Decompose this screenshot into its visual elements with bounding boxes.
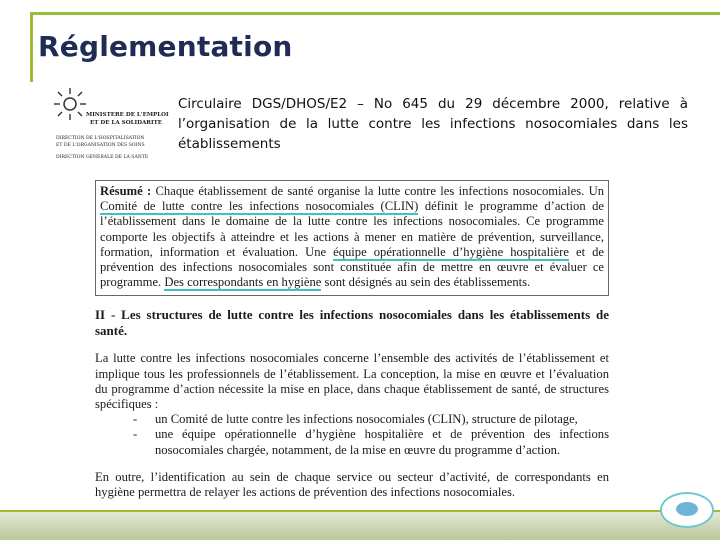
summary-label: Résumé :: [100, 184, 152, 198]
summary-text-4: sont désignés au sein des établissements.: [321, 275, 531, 290]
section-paragraph-1: La lutte contre les infections nosocomiales concerne l’ensemble des activités de l’établissement et implique tous les professionnels de l’établissement. La conception, la mise en œuvre et l’évaluation du programme d’action nécessite la mise en place, dans chaque établissement de santé, de structures spécifiques :: [95, 351, 609, 412]
sun-emblem-icon: [52, 86, 88, 122]
section-paragraph-2: En outre, l’identification au sein de chaque service ou secteur d’activité, de correspondants en hygiène permettra de relayer les actions de prévention des infections nosocomiales.: [95, 469, 609, 500]
logo-line-3: DIRECTION DE L'HOSPITALISATION: [56, 136, 145, 141]
correspondants-highlight: Des correspondants en hygiène: [164, 275, 322, 290]
logo-line-4: ET DE L'ORGANISATION DES SOINS: [56, 143, 145, 148]
dash-bullet: -: [133, 427, 138, 442]
list-item: [95, 427, 609, 457]
document-excerpt: [95, 180, 609, 500]
top-accent-line: [30, 12, 720, 15]
dash-bullet: -: [133, 412, 138, 427]
section-title: II - Les structures de lutte contre les infections nosocomiales dans les établissements de santé.: [95, 307, 609, 339]
list-item-text: un Comité de lutte contre les infections nosocomiales (CLIN), structure de pilotage,: [155, 412, 578, 427]
left-accent-line: [30, 12, 33, 82]
clin-highlight: Comité de lutte contre les infections nosocomiales (CLIN): [100, 199, 419, 214]
eoh-highlight: équipe opérationnelle d’hygiène hospitalière: [333, 244, 569, 259]
summary-text-2: définit le programme d’action de l’établissement dans le domaine de la lutte contre les infections nosocomiales. Ce programme comporte les objectifs à atteindre et les actions à mener en matière de prévention, surveillance, formation, information et évaluation. Une: [100, 199, 605, 259]
summary-box: [95, 180, 609, 296]
logo-line-1: MINISTERE DE L'EMPLOI: [86, 112, 169, 118]
logo-line-5: DIRECTION GENERALE DE LA SANTE: [56, 155, 149, 160]
circular-reference: Circulaire DGS/DHOS/E2 – No 645 du 29 décembre 2000, relative à l’organisation de la lutte contre les infections nosocomiales dans les établissements: [178, 96, 688, 152]
ministry-logo: [52, 86, 169, 164]
slide-title: Réglementation: [38, 30, 293, 63]
footer-logo-icon: [660, 492, 714, 528]
summary-text-3: et de prévention des infections nosocomiales sont constituée afin de mettre en œuvre et évaluer ce programme.: [100, 244, 605, 290]
summary-text-1: Chaque établissement de santé organise la lutte contre les infections nosocomiales. Un: [151, 184, 605, 198]
list-item: [95, 412, 609, 427]
list-item-text: une équipe opérationnelle d’hygiène hospitalière et de prévention des infections nosocomiales chargée, notamment, de la mise en œuvre du programme d’action.: [155, 427, 609, 457]
logo-line-2: ET DE LA SOLIDARITE: [90, 120, 163, 126]
structures-list: [95, 412, 609, 458]
footer-bar: [0, 512, 720, 540]
